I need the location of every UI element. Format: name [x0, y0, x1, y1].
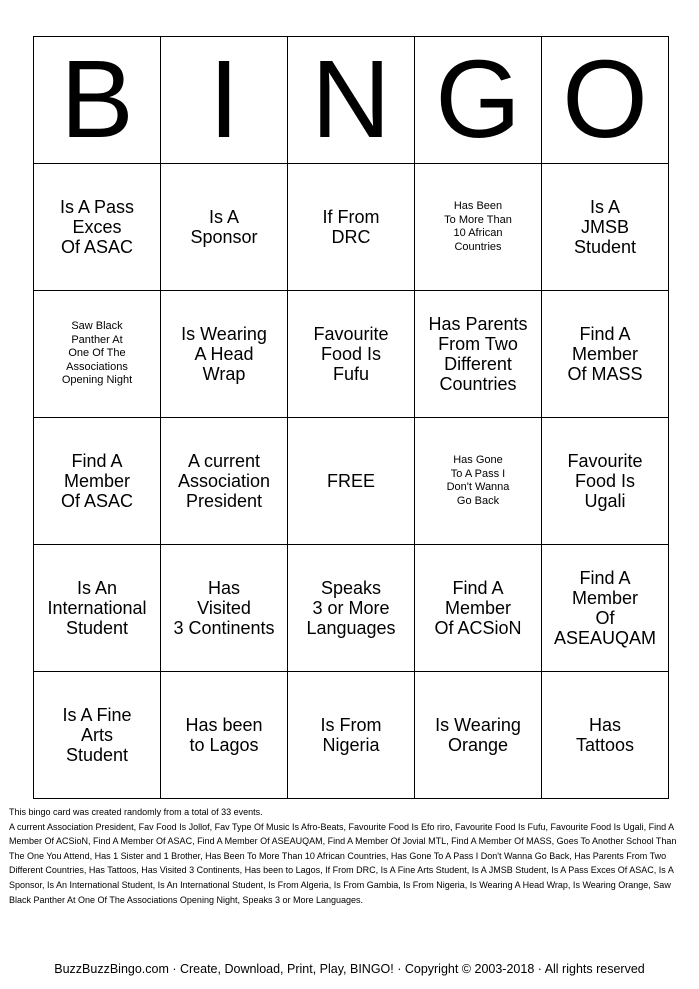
bingo-cell-line: Different [444, 354, 512, 374]
bingo-cell-line: Is A Fine [62, 705, 132, 725]
bingo-row [34, 291, 669, 418]
bingo-row [34, 672, 669, 799]
bingo-cell-line: Speaks [320, 578, 382, 598]
bingo-cell-line: Association [177, 471, 271, 491]
bingo-cell-line: Sponsor [190, 227, 258, 247]
bingo-cell-line: Food Is [574, 471, 636, 491]
bingo-cell-line: Of ASAC [60, 491, 134, 511]
bingo-cell-line: President [185, 491, 263, 511]
card-info [9, 805, 691, 907]
bingo-cell-line: Ugali [584, 491, 626, 511]
bingo-row [34, 545, 669, 672]
bingo-cell-content [161, 418, 287, 544]
bingo-cell-content [542, 545, 668, 671]
bingo-cell-content [288, 672, 414, 798]
bingo-cell-line: 10 African [453, 227, 503, 239]
bingo-cell-line: Has Parents [428, 314, 528, 334]
bingo-cell-content [288, 164, 414, 290]
bingo-cell-line: A Head [194, 344, 254, 364]
bingo-cell-line: 3 Continents [173, 618, 275, 638]
bingo-cell [161, 291, 288, 418]
bingo-cell-line: To A Pass I [450, 467, 506, 480]
bingo-cell [288, 164, 415, 291]
bingo-cell-line: DRC [331, 227, 371, 247]
info-intro: This bingo card was created randomly from a total of 33 events. [9, 807, 263, 817]
bingo-cell [288, 291, 415, 418]
bingo-cell-line: Is An [76, 578, 118, 598]
bingo-cell-line: If From [322, 207, 380, 227]
bingo-cell-line: Countries [454, 240, 502, 253]
event-list: A current Association President, Fav Food Is Jollof, Fav Type Of Music Is Afro-Beats, Favourite Food Is Efo riro, Favourite Food Is Fufu, Favourite Food Is Ugali, Find A Member Of ACSioN, Find A Member Of ASAC, Find A Member Of ASEAUQAM, Find A Member Of Jovial MTL, Find A Member Of MASS, Goes To Another School Than The One You Attend, Has 1 Sister and 1 Brother, Has Been To More Than 10 African Countries, Has Gone To A Pass I Don't Wanna Go Back, Has Parents From Two Different Countries, Has Tattoos, Has Visited 3 Continents, Has been to Lagos, If From DRC, Is A Fine Arts Student, Is A JMSB Student, Is A Pass Exces Of ASAC, Is A Sponsor, Is An International Student, Is An International Student, Is From Algeria, Is From Gambia, Is From Nigeria, Is Wearing A Head Wrap, Is Wearing Orange, Saw Black Panther At One Of The Associations Opening Night, Speaks 3 or More Languages. [9, 821, 677, 905]
bingo-cell-line: ASEAUQAM [553, 628, 657, 648]
bingo-cell [415, 164, 542, 291]
bingo-cell-line: Countries [439, 374, 517, 394]
bingo-cell-line: Student [65, 618, 129, 638]
bingo-cell [542, 418, 669, 545]
bingo-cell-line: Of [595, 608, 615, 628]
bingo-cell [288, 418, 415, 545]
bingo-cell-line: To More Than [444, 213, 512, 226]
bingo-cell-line: Wrap [202, 364, 246, 384]
bingo-cell-line: Tattoos [575, 735, 635, 755]
bingo-cell-line: FREE [326, 471, 375, 491]
bingo-cell-line: From Two [438, 334, 518, 354]
bingo-cell-line: Orange [447, 735, 509, 755]
bingo-cell-content [542, 418, 668, 544]
bingo-cell-line: Arts [80, 725, 113, 745]
bingo-cell-line: International [47, 598, 147, 618]
bingo-cell-line: Member [63, 471, 130, 491]
header-letter: O [542, 37, 669, 164]
bingo-cell-line: Don't Wanna [446, 481, 510, 493]
bingo-cell-line: Nigeria [322, 735, 380, 755]
bingo-row [34, 164, 669, 291]
bingo-cell-line: Student [573, 237, 637, 257]
bingo-cell [161, 672, 288, 799]
bingo-cell [415, 418, 542, 545]
bingo-cell [161, 418, 288, 545]
bingo-cell-line: Fufu [332, 364, 370, 384]
bingo-cell [34, 418, 161, 545]
bingo-cell-line: Is Wearing [435, 715, 521, 735]
bingo-cell-content [34, 545, 160, 671]
bingo-cell-content [415, 164, 541, 290]
bingo-cell-line: Of ASAC [60, 237, 134, 257]
bingo-cell-line: Saw Black [71, 320, 123, 333]
bingo-cell-line: Has [207, 578, 240, 598]
bingo-cell-line: Find A [579, 568, 631, 588]
bingo-cell-line: Student [65, 745, 129, 765]
bingo-cell-line: Visited [197, 598, 251, 618]
bingo-cell [415, 291, 542, 418]
bingo-cell [161, 164, 288, 291]
bingo-cell-line: Of ACSioN [434, 618, 522, 638]
bingo-card [33, 36, 669, 799]
bingo-cell [415, 545, 542, 672]
bingo-cell [415, 672, 542, 799]
bingo-cell-line: Favourite [567, 451, 643, 471]
bingo-cell-line: 3 or More [312, 598, 390, 618]
bingo-cell-content [161, 672, 287, 798]
bingo-cell [542, 164, 669, 291]
header-letter: B [34, 37, 161, 164]
bingo-cell-content [415, 291, 541, 417]
bingo-cell-line: to Lagos [189, 735, 259, 755]
bingo-cell-content [34, 418, 160, 544]
bingo-cell [34, 291, 161, 418]
bingo-cell [34, 164, 161, 291]
site-footer: BuzzBuzzBingo.com · Create, Download, Print, Play, BINGO! · Copyright © 2003-2018 · All rights reserved [54, 962, 645, 976]
bingo-cell [34, 672, 161, 799]
bingo-cell-line: Member [444, 598, 511, 618]
bingo-cell-content [161, 545, 287, 671]
bingo-cell-content [288, 418, 414, 544]
bingo-cell-line: Food Is [320, 344, 382, 364]
bingo-cell-line: Is Wearing [181, 324, 267, 344]
bingo-cell-content [542, 164, 668, 290]
bingo-cell-line: Find A [579, 324, 631, 344]
bingo-cell-line: Opening Night [61, 374, 133, 387]
bingo-cell [288, 545, 415, 672]
bingo-cell-line: Find A [452, 578, 504, 598]
bingo-cell-content [542, 672, 668, 798]
bingo-cell [542, 545, 669, 672]
bingo-cell-line: Go Back [456, 494, 500, 507]
bingo-cell-line: Member [571, 344, 638, 364]
bingo-cell-content [415, 418, 541, 544]
bingo-cell-content [288, 545, 414, 671]
bingo-cell-line: Is A [208, 207, 239, 227]
header-letter: I [161, 37, 288, 164]
bingo-cell-line: Associations [66, 360, 128, 373]
bingo-cell-line: Find A [71, 451, 123, 471]
bingo-cell-line: Panther At [71, 333, 123, 346]
bingo-cell-content [415, 672, 541, 798]
bingo-cell [161, 545, 288, 672]
bingo-cell [34, 545, 161, 672]
header-letter: N [288, 37, 415, 164]
bingo-cell-line: Is From [320, 715, 382, 735]
bingo-row [34, 418, 669, 545]
bingo-cell-content [542, 291, 668, 417]
bingo-cell-content [161, 291, 287, 417]
bingo-cell-line: Languages [306, 618, 396, 638]
bingo-cell [542, 672, 669, 799]
bingo-cell-line: Is A [589, 197, 620, 217]
header-row [34, 37, 669, 164]
bingo-cell-content [415, 545, 541, 671]
bingo-cell-line: Favourite [313, 324, 389, 344]
bingo-cell-line: Has [588, 715, 621, 735]
bingo-cell-content [34, 291, 160, 417]
bingo-cell-content [34, 164, 160, 290]
bingo-cell-content [288, 291, 414, 417]
bingo-cell-line: Of MASS [567, 364, 643, 384]
bingo-cell-line: JMSB [580, 217, 629, 237]
bingo-cell-line: Has been [185, 715, 263, 735]
bingo-cell-content [34, 672, 160, 798]
bingo-cell-line: A current [187, 451, 261, 471]
bingo-cell-line: Has Gone [453, 454, 503, 466]
bingo-cell-line: Is A Pass [59, 197, 135, 217]
bingo-cell-line: Has Been [453, 200, 503, 212]
bingo-cell-line: Member [571, 588, 638, 608]
header-letter: G [415, 37, 542, 164]
bingo-cell-content [161, 164, 287, 290]
bingo-cell [288, 672, 415, 799]
bingo-cell [542, 291, 669, 418]
bingo-cell-line: Exces [72, 217, 122, 237]
bingo-cell-line: One Of The [68, 347, 126, 360]
